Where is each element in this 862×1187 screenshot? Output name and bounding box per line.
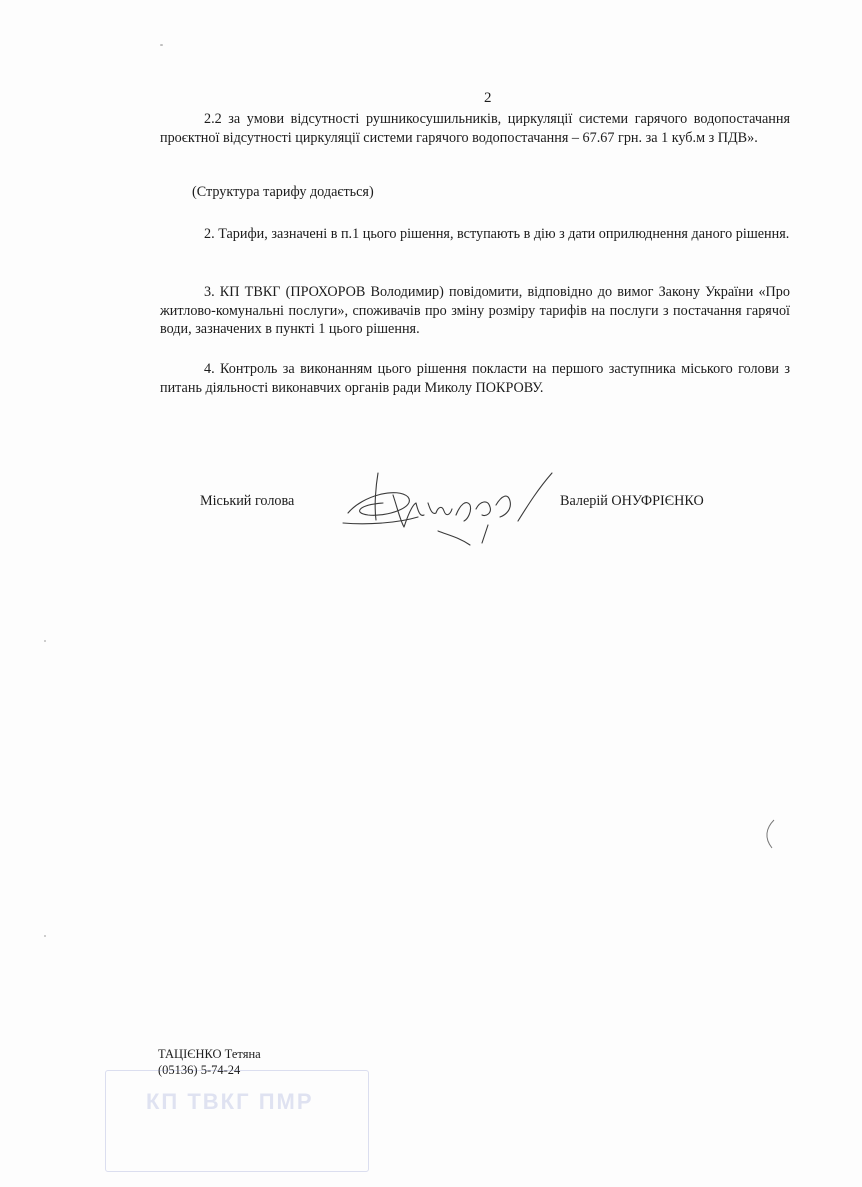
paragraph-2-2 <box>160 110 790 147</box>
structure-note <box>160 183 790 202</box>
scan-speck <box>44 640 46 642</box>
paragraph-text: 2. Тарифи, зазначені в п.1 цього рішення, вступають в дію з дати оприлюднення даного рішення. <box>204 226 790 242</box>
paragraph-text: 4. Контроль за виконанням цього рішення покласти на першого заступника міського голови з питань діяльності виконавчих органів ради Миколу ПОКРОВУ. <box>160 361 790 396</box>
executor-phone: (05136) 5-74-24 <box>158 1063 241 1077</box>
paragraph-2 <box>160 225 790 244</box>
faded-stamp <box>105 1070 369 1172</box>
executor-name: ТАЦІЄНКО Тетяна <box>158 1047 261 1061</box>
signatory-title: Міський голова <box>200 493 295 509</box>
margin-bracket-mark <box>760 818 780 850</box>
paragraph-3 <box>160 283 790 339</box>
scan-speck <box>160 44 163 46</box>
signatory-name: Валерій ОНУФРІЄНКО <box>560 493 704 509</box>
paragraph-text: 2.2 за умови відсутності рушникосушильників, циркуляції системи гарячого водопостачання проєктної відсутності циркуляції системи гарячого водопостачання – 67.67 грн. за 1 куб.м з ПДВ». <box>160 111 790 146</box>
paragraph-text: 3. КП ТВКГ (ПРОХОРОВ Володимир) повідомити, відповідно до вимог Закону України «Про житлово-комунальні послуги», споживачів про зміну розміру тарифів на послуги з постачання гарячої води, зазначених в пункті 1 цього рішення. <box>160 284 790 337</box>
handwritten-signature <box>338 465 558 550</box>
structure-note-text: (Структура тарифу додається) <box>192 184 374 200</box>
page-number: 2 <box>484 90 492 106</box>
stamp-text: КП ТВКГ ПМР <box>146 1089 314 1114</box>
paragraph-4 <box>160 360 790 397</box>
scan-speck <box>44 935 46 937</box>
